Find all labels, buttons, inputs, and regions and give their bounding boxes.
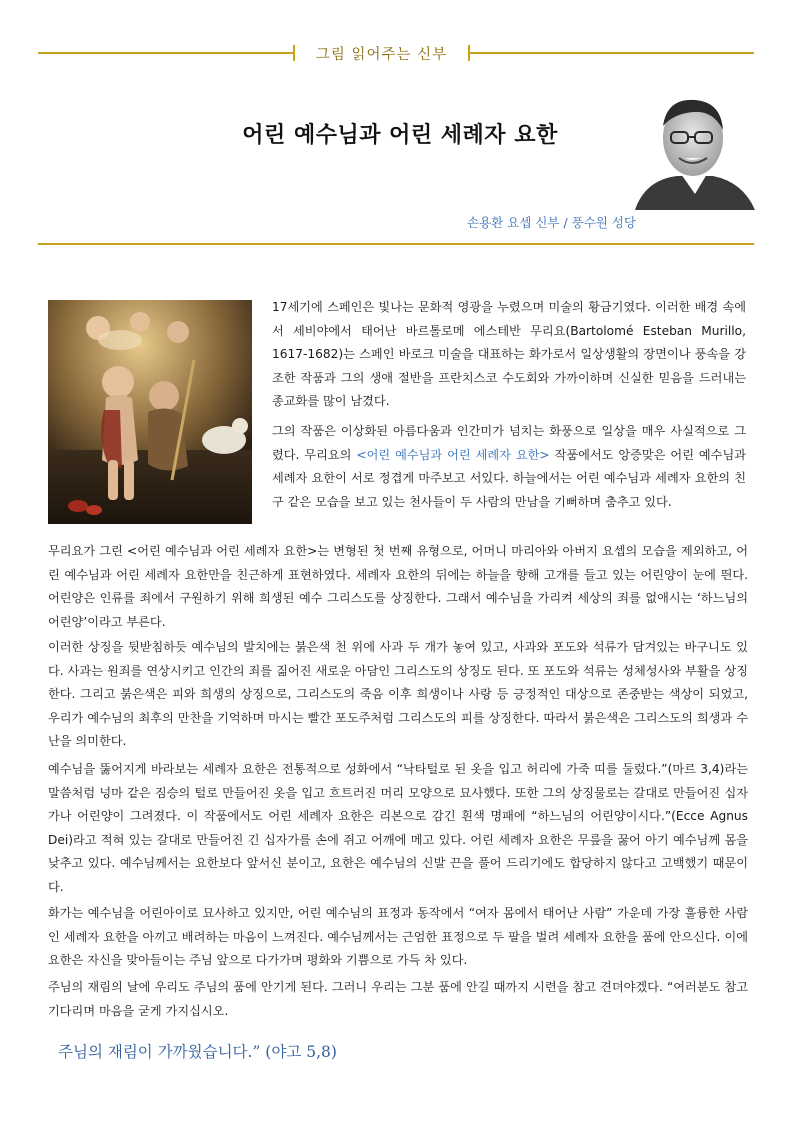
paragraph-composition: 무리요가 그린 <어린 예수님과 어린 세례자 요한>는 변형된 첫 번째 유형으로, 어머니 마리아와 아버지 요셉의 모습을 제외하고, 어린 예수님과 어린 세례자 요한만을 친근하게 표현하였다. 세례자 요한의 뒤에는 하늘을 향해 고개를 들고 있는 어린양이 눈에 띈다. 어린양은 인류를 죄에서 구원하기 위해 희생된 예수 그리스도를 상징한다. 그래서 예수님을 가리켜 세상의 죄를 없애시는 ‘하느님의 어린양’이라고 부른다.	[48, 544, 748, 629]
header-rule-right	[470, 52, 754, 54]
series-title: 그림 읽어주는 신부	[315, 47, 448, 63]
header-rule-tick-left	[293, 45, 295, 61]
paragraph-john-baptist: 예수님을 뚫어지게 바라보는 세례자 요한은 전통적으로 성화에서 “낙타털로 된 옷을 입고 허리에 가죽 띠를 둘렀다.”(마르 3,4)라는 말씀처럼 넝마 같은 짐승의 털로 만들어진 옷을 입고 흐트러진 머리 모양으로 묘사했다. 또한 그의 상징물로는 갈대로 만들어진 십자가나 어린양이 그려졌다. 이 작품에서도 어린 세례자 요한은 리본으로 감긴 흰색 명패에 “하느님의 어린양이시다.”(Ecce Agnus Dei)라고 적혀 있는 갈대로 만들어진 긴 십자가를 손에 쥐고 어깨에 메고 있다. 어린 세례자 요한은 무릎을 꿇어 아기 예수님께 몸을 낮추고 있다. 예수님께서는 요한보다 앞서신 분이고, 요한은 예수님의 신발 끈을 풀어 드리기에도 합당하지 않다고 고백했기 때문이다.	[48, 762, 748, 894]
murillo-painting-image	[48, 300, 252, 524]
paragraph-style	[272, 420, 746, 514]
closing-scripture-quote: 주님의 재림이 가까웠습니다.” (야고 5,8)	[58, 1043, 337, 1061]
artwork-title-highlight: <어린 예수님과 어린 세례자 요한>	[356, 447, 550, 462]
paragraph-embrace: 화가는 예수님을 어린아이로 묘사하고 있지만, 어린 예수님의 표정과 동작에서 “여자 몸에서 태어난 사람” 가운데 가장 훌륭한 사람인 세례자 요한을 아끼고 배려하는 마음이 느껴진다. 예수님께서는 근엄한 표정으로 두 팔을 벌려 세례자 요한을 품에 안으신다. 이에 요한은 자신을 맞아들이는 주님 앞으로 다가가며 평화와 기쁨으로 가득 차 있다.	[48, 906, 748, 967]
author-byline: 손용환 요셉 신부 / 풍수원 성당	[467, 215, 636, 230]
paragraph-style-text-before: 그의 작품은 이상화된 아름다움과 인간미가 넘치는 화풍으로 일상을 매우 사실적으로 그렸다. 무리요의	[272, 424, 746, 462]
author-portrait	[615, 92, 765, 210]
paragraph-style-text-after: 작품에서도 앙증맞은 어린 예수님과 세례자 요한이 서로 정겹게 마주보고 서있다. 하늘에서는 어린 예수님과 세례자 요한의 친구 같은 모습을 보고 있는 천사들이 두 사람의 만남을 기뻐하며 춤추고 있다.	[272, 447, 746, 509]
paragraph-intro: 17세기에 스페인은 빛나는 문화적 영광을 누렸으며 미술의 황금기였다. 이러한 배경 속에서 세비야에서 태어난 바르톨로메 에스테반 무리요(Bartolomé Esteban Murillo, 1617-1682)는 스페인 바로크 미술을 대표하는 화가로서 일상생활의 장면이나 풍속을 강조한 작품과 그의 생애 절반을 프란치스코 수도회와 가까이하며 신실한 믿음을 드러내는 종교화를 많이 남겼다.	[272, 300, 746, 408]
header-divider	[38, 243, 754, 245]
paragraph-conclusion: 주님의 재림의 날에 우리도 주님의 품에 안기게 된다. 그러니 우리는 그분 품에 안길 때까지 시련을 참고 견뎌야겠다. “여러분도 참고 기다리며 마음을 굳게 가지십시오.	[48, 980, 748, 1018]
article-title: 어린 예수님과 어린 세례자 요한	[242, 123, 558, 148]
paragraph-symbols: 이러한 상징을 뒷받침하듯 예수님의 발치에는 붉은색 천 위에 사과 두 개가 놓여 있고, 사과와 포도와 석류가 담겨있는 바구니도 있다. 사과는 원죄를 연상시키고 인간의 죄를 짊어진 새로운 아담인 그리스도의 상징도 된다. 또 포도와 석류는 성체성사와 부활을 상징한다. 그리고 붉은색은 피와 희생의 상징으로, 그리스도의 죽음 이후 희생이나 사랑 등 긍정적인 대상으로 존중받는 색상이 되었고, 우리가 예수님의 최후의 만찬을 기억하며 마시는 빨간 포도주처럼 그리스도의 피를 상징한다. 따라서 붉은색은 그리스도의 희생과 수난을 의미한다.	[48, 640, 748, 748]
header-rule-left	[38, 52, 293, 54]
